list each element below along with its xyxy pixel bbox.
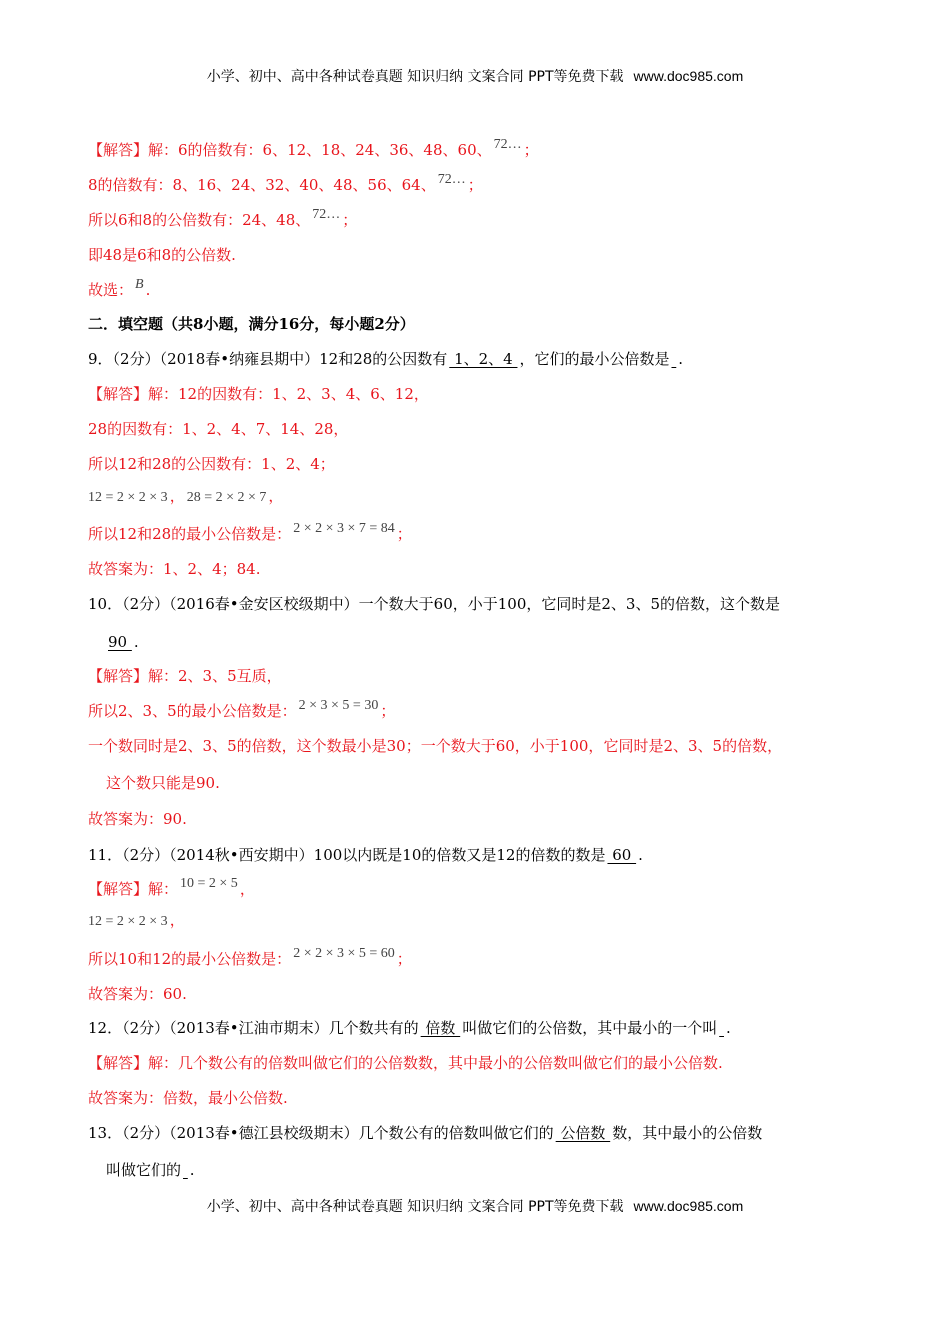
math-expression: 2 × 2 × 3 × 7 = 84 [293, 521, 395, 536]
q12-blank-1: 倍数 [420, 1019, 461, 1037]
math-expression: 72… [493, 137, 522, 152]
math-expression: 2 × 3 × 5 = 30 [298, 698, 379, 713]
q9-answer-line-1: 【解答】解：12的因数有：1、2、3、4、6、12， [88, 385, 429, 403]
q9-answer-line-6: 故答案为：1、2、4；84. [88, 560, 261, 578]
q10-answer-line-3: 一个数同时是2、3、5的倍数，这个数最小是30；一个数大于60，小于100，它同时是2、3、5的倍数， [88, 737, 783, 755]
q13-question-line-2: 叫做它们的 . [106, 1161, 195, 1179]
q11-answer-line-1: 【解答】解： 10 = 2 × 5 ， [88, 876, 255, 898]
math-expression: 2 × 2 × 3 × 5 = 60 [293, 946, 395, 961]
q12-answer-line-2: 故答案为：倍数，最小公倍数. [88, 1089, 288, 1107]
q11-blank: 60 [607, 846, 637, 864]
q13-blank-2 [181, 1161, 190, 1179]
math-expression: B [135, 277, 144, 292]
q9-answer-line-4: 12 = 2 × 2 × 3 ， 28 = 2 × 2 × 7 ， [86, 486, 283, 508]
page-header [0, 66, 950, 86]
q10-answer-line-2: 所以2、3、5的最小公倍数是： 2 × 3 × 5 = 30 ； [88, 698, 396, 720]
q10-blank: 90 [108, 633, 132, 651]
math-expression: 72… [437, 172, 466, 187]
q9-answer-line-2: 28的因数有：1、2、4、7、14、28， [88, 420, 349, 438]
header-text: 小学、初中、高中各种试卷真题 知识归纳 文案合同 PPT等免费下载 [206, 69, 624, 85]
q10-question-line-2: 90 . [108, 633, 139, 651]
q10-question-line-1: 10．（2分）（2016春•金安区校级期中）一个数大于60，小于100，它同时是2、3、5的倍数，这个数是 [88, 595, 781, 613]
q12-blank-2 [717, 1019, 726, 1037]
q10-answer-line-5: 故答案为：90. [88, 810, 187, 828]
section-title: 二．填空题（共8小题，满分16分，每小题2分） [88, 315, 415, 333]
q11-question: 11．（2分）（2014秋•西安期中）100以内既是10的倍数又是12的倍数的数是 60 . [88, 846, 643, 864]
math-expression: 28 = 2 × 2 × 7 [186, 490, 267, 505]
q11-answer-line-3: 所以10和12的最小公倍数是： 2 × 2 × 3 × 5 = 60 ； [88, 946, 412, 968]
q11-answer-line-4: 故答案为：60. [88, 985, 187, 1003]
math-expression: 12 = 2 × 2 × 3 [88, 490, 168, 505]
math-expression: 10 = 2 × 5 [180, 876, 238, 891]
q9-blank-1: 1、2、4 [449, 350, 518, 368]
math-expression: 72… [312, 207, 341, 222]
q10-answer-line-4: 这个数只能是90. [106, 774, 220, 792]
q8-answer-line-2: 8的倍数有：8、16、24、32、40、48、56、64、 72… ； [88, 172, 483, 194]
footer-text: 小学、初中、高中各种试卷真题 知识归纳 文案合同 PPT等免费下载 [206, 1199, 624, 1215]
q8-answer-line-5: 故选： B . [88, 277, 151, 299]
q9-answer-line-5: 所以12和28的最小公倍数是： 2 × 2 × 3 × 7 = 84 ； [88, 521, 412, 543]
q9-blank-2 [669, 350, 678, 368]
q8-answer-line-1: 【解答】解：6的倍数有：6、12、18、24、36、48、60、 72… ； [88, 137, 539, 159]
q11-answer-line-2: 12 = 2 × 2 × 3 ， [86, 910, 185, 932]
q8-answer-line-3: 所以6和8的公倍数有：24、48、 72… ； [88, 207, 358, 229]
math-expression: 12 = 2 × 2 × 3 [88, 914, 168, 929]
q10-answer-line-1: 【解答】解：2、3、5互质， [88, 667, 282, 685]
q8-answer-line-4: 即48是6和8的公倍数. [88, 246, 236, 264]
q13-question-line-1: 13．（2分）（2013春•德江县校级期末）几个数公有的倍数叫做它们的 公倍数 数，其中最小的公倍数 [88, 1124, 763, 1142]
q12-answer-line-1: 【解答】解：几个数公有的倍数叫做它们的公倍数数，其中最小的公倍数叫做它们的最小公倍数. [88, 1054, 723, 1072]
footer-url[interactable]: www.doc985.com [633, 1198, 744, 1214]
q12-question: 12．（2分）（2013春•江油市期末）几个数共有的 倍数 叫做它们的公倍数，其中最小的一个叫 . [88, 1019, 731, 1037]
header-url[interactable]: www.doc985.com [633, 68, 744, 84]
q9-answer-line-3: 所以12和28的公因数有：1、2、4； [88, 455, 335, 473]
q13-blank-1: 公倍数 [555, 1124, 611, 1142]
q9-question: 9．（2分）（2018春•纳雍县期中）12和28的公因数有 1、2、4 ，它们的最小公倍数是 . [88, 350, 684, 368]
page-footer [0, 1196, 950, 1216]
